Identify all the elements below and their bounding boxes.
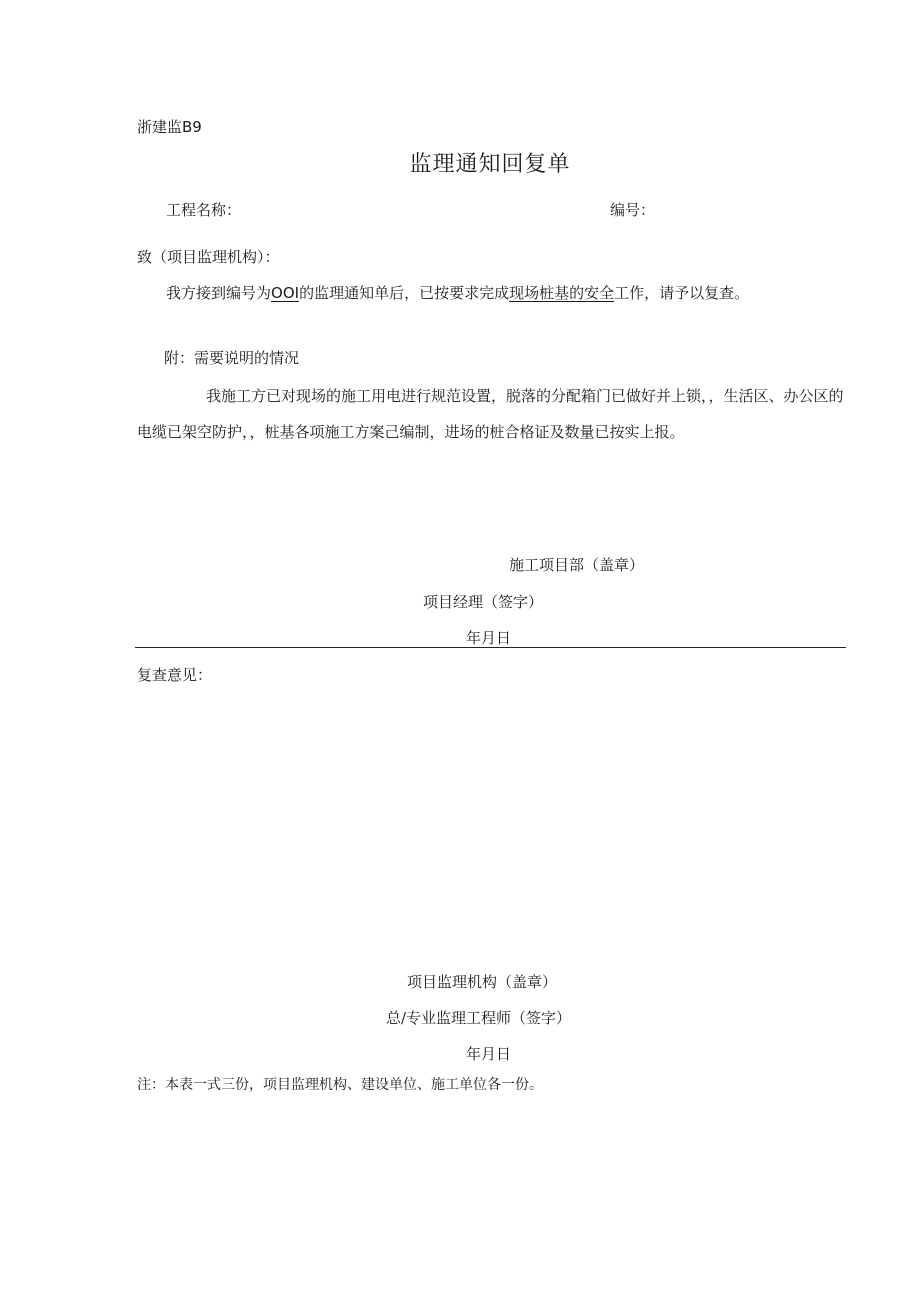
footer-note: 注：本表一式三份，项目监理机构、建设单位、施工单位各一份。 (137, 1077, 543, 1093)
contractor-dept-seal: 施工项目部（盖章） (509, 556, 645, 574)
page-title: 监理通知回复单 (409, 152, 571, 177)
attachment-label: 附：需要说明的情况 (164, 349, 300, 367)
addressee: 致（项目监理机构）： (137, 248, 280, 266)
supervisor-org-seal: 项目监理机构（盖章） (407, 973, 558, 991)
reply-text-part3: 工作，请予以复查。 (614, 284, 750, 302)
reply-statement (166, 282, 749, 303)
project-manager-signature: 项目经理（签字） (423, 593, 544, 611)
reply-text-part2: 的监理通知单后，已按要求完成 (299, 284, 510, 302)
supervisor-engineer-signature: 总/专业监理工程师（签字） (386, 1009, 572, 1027)
review-opinion-label: 复查意见： (137, 666, 213, 684)
notice-number: OOI (271, 284, 300, 302)
section-divider (135, 647, 846, 648)
project-name-label: 工程名称： (166, 201, 242, 219)
reply-text-part1: 我方接到编号为 (166, 284, 272, 302)
contractor-date: 年月日 (466, 629, 512, 647)
situation-description: 我施工方已对现场的施工用电进行规范设置，脱落的分配箱门已做好并上锁，，生活区、办公区的电缆已架空防护，，桩基各项施工方案己编制，进场的桩合格证及数量已按实上报。 (137, 387, 844, 441)
completed-item: 现场桩基的安全 (509, 284, 615, 302)
supervisor-date: 年月日 (466, 1045, 512, 1063)
number-label: 编号： (610, 201, 656, 219)
form-code: 浙建监B9 (137, 118, 202, 136)
